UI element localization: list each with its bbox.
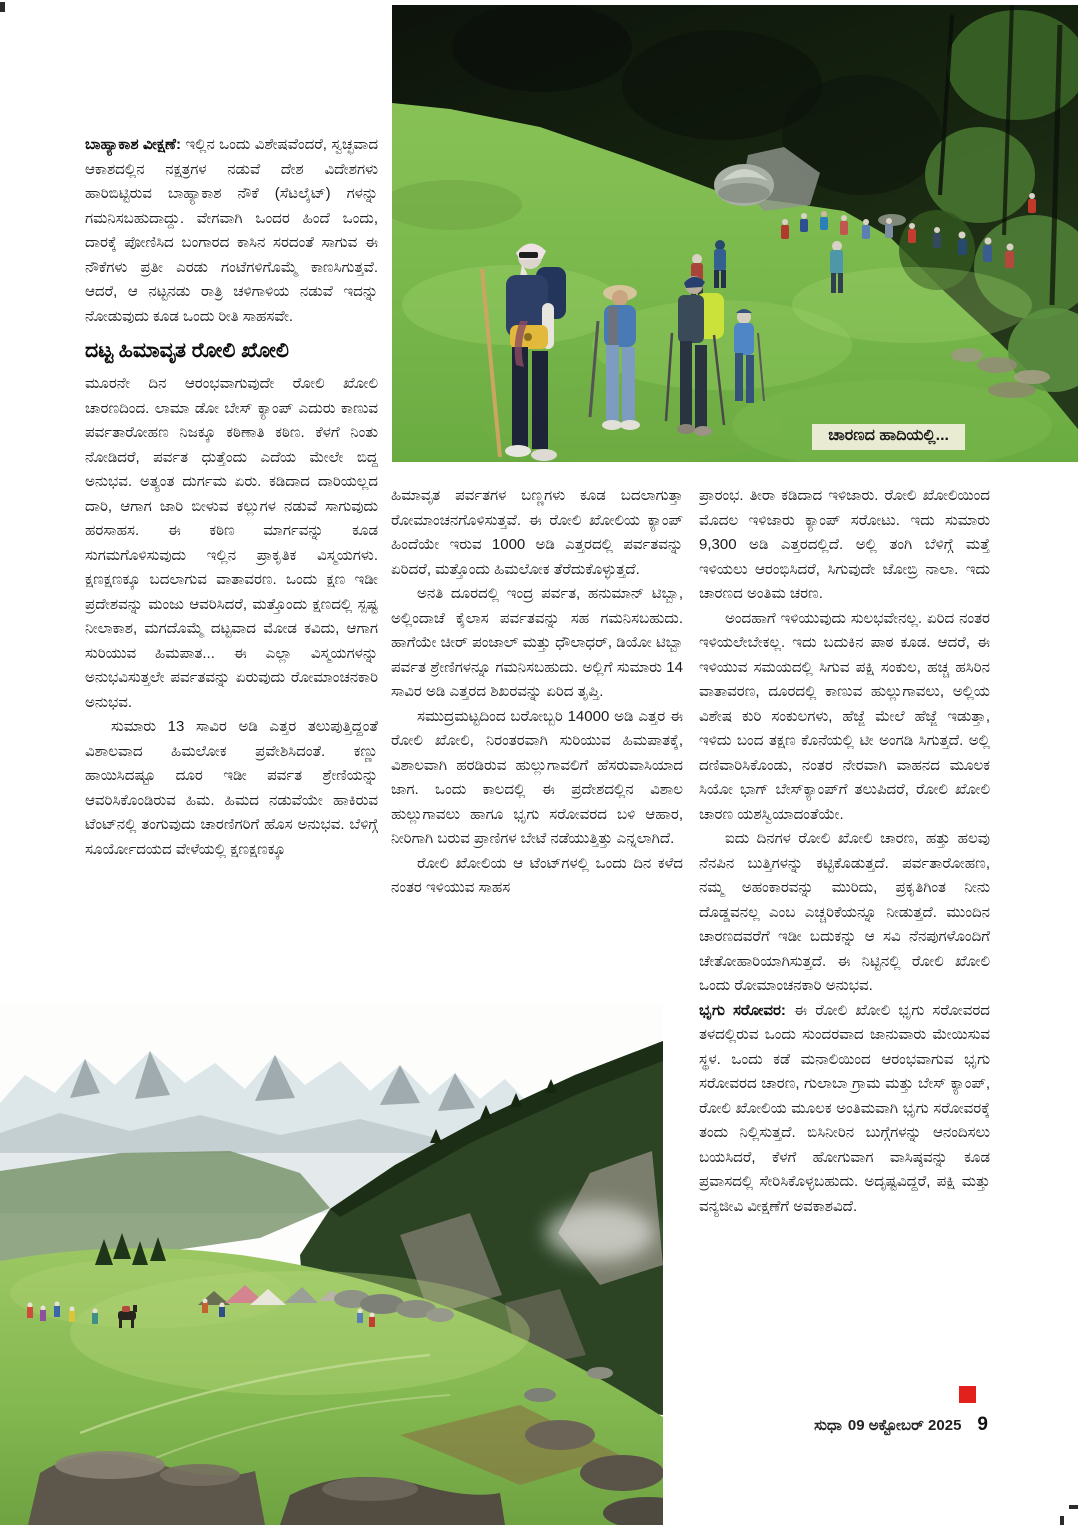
caption-text: ಚಾರಣದ ಹಾದಿಯಲ್ಲಿ... (828, 427, 949, 444)
paragraph-space-watching (85, 133, 378, 329)
page-footer (814, 1414, 988, 1436)
scan-artifact (1069, 1505, 1078, 1509)
paragraph-five-days: ಐದು ದಿನಗಳ ರೋಲಿ ಖೋಲಿ ಚಾರಣ, ಹತ್ತು ಹಲವು ನೆನಪಿನ ಬುತ್ತಿಗಳನ್ನು ಕಟ್ಟಿಕೊಡುತ್ತದೆ. ಪರ್ವತಾರೋಹಣ, ನಮ್ಮ ಅಹಂಕಾರವನ್ನು ಮುರಿದು, ಪ್ರಕೃತಿಗಿಂತ ನೀನು ದೊಡ್ಡವನಲ್ಲ ಎಂಬ ಎಚ್ಚರಿಕೆಯನ್ನೂ ನೀಡುತ್ತದೆ. ಮುಂದಿನ ಚಾರಣದವರೆಗೆ ಇಡೀ ಬದುಕನ್ನು ಆ ಸವಿ ನೆನಪುಗಳೊಂದಿಗೆ ಚೇತೋಹಾರಿಯಾಗಿಸುತ್ತದೆ. ಈ ನಿಟ್ಟಿನಲ್ಲಿ ರೋಲಿ ಖೋಲಿ ಒಂದು ರೋಮಾಂಚನಕಾರಿ ಅನುಭವ. (699, 830, 990, 994)
paragraph-day3-start: ಮೂರನೇ ದಿನ ಆರಂಭವಾಗುವುದೇ ರೋಲಿ ಖೋಲಿ ಚಾರಣದಿಂದ. ಲಾಮಾ ಡೋ ಬೇಸ್ ಕ್ಯಾಂಪ್ ಎದುರು ಕಾಣುವ ಪರ್ವತಾರೋಹಣ ನಿಜಕ್ಕೂ ಕಠಿಣಾತಿ ಕಠಿಣ. ಕೆಳಗೆ ನಿಂತು ನೋಡಿದರೆ, ಪರ್ವತ ಧುತ್ತೆಂದು ಎದೆಯ ಮೇಲೇ ಬಿದ್ದ ಅನುಭವ. ಅತ್ಯಂತ ದುರ್ಗಮ ಏರು. ಕಡಿದಾದ ದಾರಿಯಲ್ಲದ ದಾರಿ, ಆಗಾಗ ಜಾರಿ ಬೀಳುವ ಕಲ್ಲುಗಳ ನಡುವೆ ಸಾಗುವುದು ಹರಸಾಹಸ. ಈ ಕಠಿಣ ಮಾರ್ಗವನ್ನು ಕೂಡ ಸುಗಮಗೊಳಿಸುವುದು ಇಲ್ಲಿನ ಪ್ರಾಕೃತಿಕ ವಿಸ್ಮಯಗಳು. ಕ್ಷಣಕ್ಷಣಕ್ಕೂ ಬದಲಾಗುವ ವಾತಾವರಣ. ಒಂದು ಕ್ಷಣ ಇಡೀ ಪ್ರದೇಶವನ್ನು ಮಂಜು ಆವರಿಸಿದರೆ, ಮತ್ತೊಂದು ಕ್ಷಣದಲ್ಲಿ ಸ್ಪಷ್ಟ ನೀಲಾಕಾಶ, ಮಗದೊಮ್ಮೆ ದಟ್ಟವಾದ ಮೋಡ ಕವಿದು, ಆಗಾಗ ಸುರಿಯುವ ಹಿಮಪಾತ... ಈ ಎಲ್ಲಾ ವಿಸ್ಮಯಗಳನ್ನು ಅನುಭವಿಸುತ್ತಲೇ ಪರ್ವತವನ್ನು ಏರುವುದು ರೋಮಾಂಚನಕಾರಿ ಅನುಭವ. (85, 375, 378, 711)
top-photo-caption (812, 424, 965, 450)
paragraph-lead: ಬಾಹ್ಯಾಕಾಶ ವೀಕ್ಷಣೆ: (85, 136, 181, 153)
paragraph-text: ಇಲ್ಲಿನ ಒಂದು ವಿಶೇಷವೆಂದರೆ, ಸ್ವಚ್ಛವಾದ ಆಕಾಶದಲ್ಲಿನ ನಕ್ಷತ್ರಗಳ ನಡುವೆ ದೇಶ ವಿದೇಶಗಳು ಹಾರಿಬಿಟ್ಟಿರುವ ಬಾಹ್ಯಾಕಾಶ ನೌಕೆ (ಸೆಟಲೈಟ್) ಗಳನ್ನು ಗಮನಿಸಬಹುದಾದ್ದು. ವೇಗವಾಗಿ ಒಂದರ ಹಿಂದೆ ಒಂದು, ದಾರಕ್ಕೆ ಪೋಣಿಸಿದ ಬಂಗಾರದ ಕಾಸಿನ ಸರದಂತೆ ಸಾಗುವ ಈ ನೌಕೆಗಳು ಪ್ರತೀ ಎರಡು ಗಂಟೆಗಳಿಗೊಮ್ಮೆ ಕಾಣಸಿಗುತ್ತವೆ. ಆದರೆ, ಆ ನಟ್ಟನಡು ರಾತ್ರಿ ಚಳಿಗಾಳಿಯ ನಡುವೆ ಇದನ್ನು ನೋಡುವುದು ಕೂಡ ಒಂದು ರೀತಿ ಸಾಹಸವೇ. (85, 136, 378, 325)
page-number: 9 (977, 1414, 988, 1435)
scan-artifact (1060, 1516, 1064, 1525)
right-column (699, 484, 990, 1409)
paragraph-tents: ರೋಲಿ ಖೋಲಿಯ ಆ ಟೆಂಟ್‌ಗಳಲ್ಲಿ ಒಂದು ದಿನ ಕಳೆದ ನಂತರ ಇಳಿಯುವ ಸಾಹಸ (391, 854, 683, 896)
paragraph-snow-colors: ಹಿಮಾವೃತ ಪರ್ವತಗಳ ಬಣ್ಣಗಳು ಕೂಡ ಬದಲಾಗುತ್ತಾ ರೋಮಾಂಚನಗೊಳಿಸುತ್ತವೆ. ಈ ರೋಲಿ ಖೋಲಿಯ ಕ್ಯಾಂಪ್ ಹಿಂದೆಯೇ ಇರುವ 1000 ಅಡಿ ಎತ್ತರದಲ್ಲಿ ಪರ್ವತವನ್ನು ಏರಿದರೆ, ಮತ್ತೊಂದು ಹಿಮಲೋಕ ತೆರೆದುಕೊಳ್ಳುತ್ತದೆ. (391, 487, 683, 578)
paragraph-lead: ಭೃಗು ಸರೋವರ: (699, 1001, 786, 1019)
paragraph-bhrigu-lake (699, 999, 990, 1220)
magazine-name: ಸುಧಾ (814, 1417, 842, 1434)
issue-date: 09 ಅಕ್ಟೋಬರ್ 2025 (847, 1417, 962, 1434)
paragraph-14000-feet: ಸಮುದ್ರಮಟ್ಟದಿಂದ ಬರೋಬ್ಬರಿ 14000 ಅಡಿ ಎತ್ತರ ಈ ರೋಲಿ ಖೋಲಿ, ನಿರಂತರವಾಗಿ ಸುರಿಯುವ ಹಿಮಪಾತಕ್ಕೆ, ವಿಶಾಲವಾಗಿ ಹರಡಿರುವ ಹುಲ್ಲುಗಾವಲಿಗೆ ಹೆಸರುವಾಸಿಯಾದ ಜಾಗ. ಒಂದು ಕಾಲದಲ್ಲಿ ಈ ಪ್ರದೇಶದಲ್ಲಿನ ವಿಶಾಲ ಹುಲ್ಲುಗಾವಲು ಹಾಗೂ ಭೃಗು ಸರೋವರದ ಬಳಿ ಆಹಾರ, ನೀರಿಗಾಗಿ ಬರುವ ಪ್ರಾಣಿಗಳ ಬೇಟೆ ನಡೆಯುತ್ತಿತ್ತು ಎನ್ನಲಾಗಿದೆ. (391, 707, 683, 847)
paragraph-text: ಈ ರೋಲಿ ಖೋಲಿ ಭೃಗು ಸರೋವರದ ತಳದಲ್ಲಿರುವ ಒಂದು ಸುಂದರವಾದ ಜಾನುವಾರು ಮೇಯಿಸುವ ಸ್ಥಳ. ಒಂದು ಕಡೆ ಮನಾಲಿಯಿಂದ ಆರಂಭವಾಗುವ ಭೃಗು ಸರೋವರದ ಚಾರಣ, ಗುಲಾಬಾ ಗ್ರಾಮ ಮತ್ತು ಬೇಸ್ ಕ್ಯಾಂಪ್, ರೋಲಿ ಖೋಲಿಯ ಮೂಲಕ ಅಂತಿಮವಾಗಿ ಭೃಗು ಸರೋವರಕ್ಕೆ ತಂದು ನಿಲ್ಲಿಸುತ್ತದೆ. ಬಿಸಿನೀರಿನ ಬುಗ್ಗೆಗಳನ್ನು ಆನಂದಿಸಲು ಬಯಸಿದರೆ, ಕೆಳಗೆ ಹೋಗುವಾಗ ವಾಸಿಷ್ಠವನ್ನು ಕೂಡ ಪ್ರವಾಸದಲ್ಲಿ ಸೇರಿಸಿಕೊಳ್ಳಬಹುದು. ಅದೃಷ್ಟವಿದ್ದರೆ, ಪಕ್ಷಿ ಮತ್ತು ವನ್ಯಜೀವಿ ವೀಕ್ಷಣೆಗೆ ಅವಕಾಶವಿದೆ. (699, 1001, 990, 1215)
paragraph-peaks-view: ಅನತಿ ದೂರದಲ್ಲಿ ಇಂದ್ರ ಪರ್ವತ, ಹನುಮಾನ್ ಟಿಬ್ಬಾ, ಅಲ್ಲಿಂದಾಚೆ ಕೈಲಾಸ ಪರ್ವತವನ್ನು ಸಹ ಗಮನಿಸಬಹುದು. ಹಾಗೆಯೇ ಚೀರ್ ಪಂಜಾಲ್ ಮತ್ತು ಧೌಲಾಧರ್, ಡಿಯೋ ಟಿಬ್ಬಾ ಪರ್ವತ ಶ್ರೇಣಿಗಳನ್ನೂ ಗಮನಿಸಬಹುದು. ಅಲ್ಲಿಗೆ ಸುಮಾರು 14 ಸಾವಿರ ಅಡಿ ಎತ್ತರದ ಶಿಖರವನ್ನು ಏರಿದ ತೃಪ್ತಿ. (391, 585, 683, 700)
himalayan-meadow-illustration (0, 1003, 663, 1525)
section-heading: ದಟ್ಟ ಹಿಮಾವೃತ ರೋಲಿ ಖೋಲಿ (85, 339, 289, 362)
trekking-trail-illustration (392, 5, 1078, 462)
left-column (85, 133, 378, 1005)
paragraph-descent-lesson: ಅಂದಹಾಗೆ ಇಳಿಯುವುದು ಸುಲಭವೇನಲ್ಲ. ಏರಿದ ನಂತರ ಇಳಿಯಲೇಬೇಕಲ್ಲ. ಇದು ಬದುಕಿನ ಪಾಠ ಕೂಡ. ಆದರೆ, ಈ ಇಳಿಯುವ ಸಮಯದಲ್ಲಿ ಸಿಗುವ ಪಕ್ಷಿ ಸಂಕುಲ, ಹಚ್ಚ ಹಸಿರಿನ ವಾತಾವರಣ, ದೂರದಲ್ಲಿ ಕಾಣುವ ಹುಲ್ಲುಗಾವಲು, ಅಲ್ಲಿಯ ವಿಶೇಷ ಕುರಿ ಸಂಕುಲಗಳು, ಹೆಜ್ಜೆ ಮೇಲೆ ಹೆಜ್ಜೆ ಇಡುತ್ತಾ, ಇಳಿದು ಬಂದ ತಕ್ಷಣ ಕೊನೆಯಲ್ಲಿ ಟೀ ಅಂಗಡಿ ಸಿಗುತ್ತದೆ. ಅಲ್ಲಿ ದಣಿವಾರಿಸಿಕೊಂಡು, ನಂತರ ನೇರವಾಗಿ ವಾಹನದ ಮೂಲಕ ಸಿಯೋ ಭಾಗ್ ಬೇಸ್‌ಕ್ಯಾಂಪ್‌ಗೆ ತಲುಪಿದರೆ, ರೋಲಿ ಖೋಲಿ ಚಾರಣ ಯಶಸ್ವಿಯಾದಂತೆಯೇ. (699, 609, 990, 823)
scan-artifact (0, 2, 5, 12)
article-end-square (959, 1386, 976, 1403)
top-photo-trekkers (392, 5, 1078, 462)
paragraph-descent-start: ಪ್ರಾರಂಭ. ತೀರಾ ಕಡಿದಾದ ಇಳಿಜಾರು. ರೋಲಿ ಖೋಲಿಯಿಂದ ಮೊದಲ ಇಳಿಜಾರು ಕ್ಯಾಂಪ್ ಸರೋಟು. ಇದು ಸುಮಾರು 9,300 ಅಡಿ ಎತ್ತರದಲ್ಲಿದೆ. ಅಲ್ಲಿ ತಂಗಿ ಬೆಳಿಗ್ಗೆ ಮತ್ತೆ ಇಳಿಯಲು ಆರಂಭಿಸಿದರೆ, ಸಿಗುವುದೇ ಜೋಬ್ರಿ ನಾಲಾ. ಇದು ಚಾರಣದ ಅಂತಿಮ ಚರಣ. (699, 487, 990, 602)
bottom-photo-meadow-camp (0, 1003, 663, 1525)
middle-column (391, 484, 683, 1029)
paragraph-13000-feet: ಸುಮಾರು 13 ಸಾವಿರ ಅಡಿ ಎತ್ತರ ತಲುಪುತ್ತಿದ್ದಂತೆ ವಿಶಾಲವಾದ ಹಿಮಲೋಕ ಪ್ರವೇಶಿಸಿದಂತೆ. ಕಣ್ಣು ಹಾಯಿಸಿದಷ್ಟೂ ದೂರ ಇಡೀ ಪರ್ವತ ಶ್ರೇಣಿಯನ್ನು ಆವರಿಸಿಕೊಂಡಿರುವ ಹಿಮ. ಹಿಮದ ನಡುವೆಯೇ ಹಾಕಿರುವ ಟೆಂಟ್‌ನಲ್ಲಿ ತಂಗುವುದು ಚಾರಣಿಗರಿಗೆ ಹೊಸ ಅನುಭವ. ಬೆಳಿಗ್ಗೆ ಸೂರ್ಯೋದಯದ ವೇಳೆಯಲ್ಲಿ ಕ್ಷಣಕ್ಷಣಕ್ಕೂ (85, 718, 378, 858)
